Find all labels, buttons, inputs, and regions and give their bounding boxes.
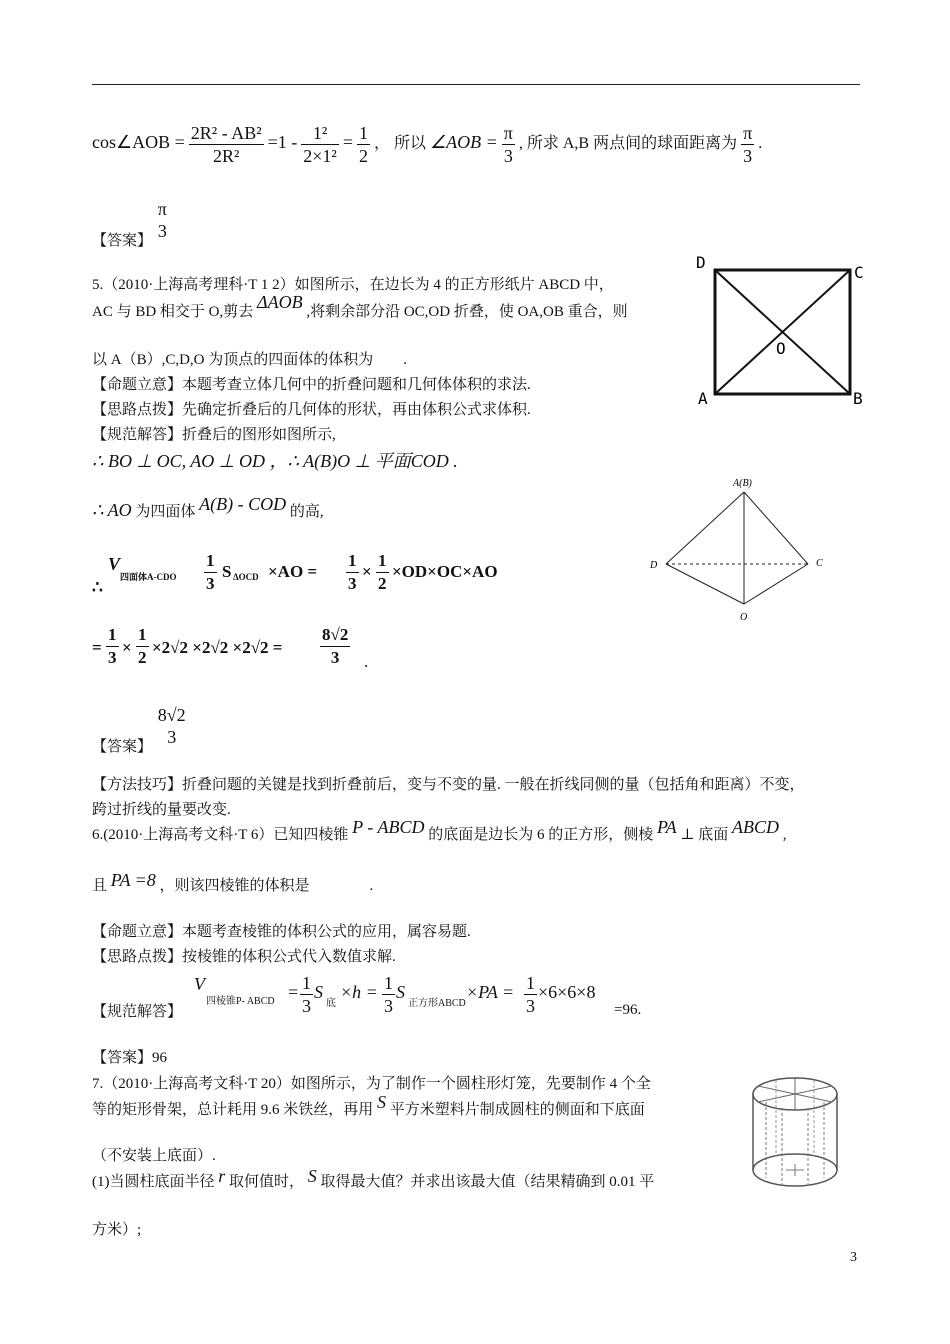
pa-1: PA xyxy=(657,817,677,837)
frac-1: $\frac{\text{2R² - AB²}}{\text{2R²}}$ xyxy=(190,123,262,166)
q5-perp xyxy=(92,447,458,473)
q4-cos-line xyxy=(92,122,762,167)
frac-2: $\frac{\text{1²}}{\text{2×1²}}$ xyxy=(303,123,337,166)
tetra-label-top: A(B) xyxy=(733,478,752,489)
vol-rest3: ×OD×OC×AO xyxy=(392,562,498,581)
q6-line2-b: ，则该四棱锥的体积是 . xyxy=(159,878,374,894)
q7-line4-c: 取得最大值？并求出该最大值（结果精确到 0.01 平 xyxy=(320,1174,655,1190)
page-number: 3 xyxy=(850,1250,857,1265)
q5-fangfa1: 【方法技巧】折叠问题的关键是找到折叠前后，变与不变的量. 一般在折线同侧的量（包括角和距离）不变， xyxy=(92,777,805,793)
eq-2: = xyxy=(342,132,353,153)
one-third-c: $\frac{1}{3}$ xyxy=(108,625,117,667)
period: . xyxy=(758,135,763,153)
vol-rest2: ×AO = xyxy=(268,562,318,581)
q6-answer: 【答案】96 xyxy=(92,1050,168,1066)
q6-line1-a: 6.(2010·上海高考文科·T 6）已知四棱锥 xyxy=(92,827,349,843)
q6-line1 xyxy=(92,817,787,844)
f-pa: ×PA = xyxy=(466,982,515,1002)
f-s2: S xyxy=(396,982,405,1002)
distance-desc: 所求 A,B 两点间的球面距离为 xyxy=(526,135,738,153)
f-v: V xyxy=(194,974,205,994)
q6-line2-a: 且 xyxy=(92,878,108,894)
vol2-frac: $\frac{8√2}{3}$ xyxy=(322,625,349,667)
vol-sub: 四面体A-CDO xyxy=(120,572,177,582)
height-c: A(B) - COD xyxy=(199,494,287,514)
q6-guifan: 【规范解答】 xyxy=(92,1004,183,1020)
f-third-3: $\frac{1}{3}$ xyxy=(526,973,535,1016)
f-s1sub: 底 xyxy=(326,998,336,1009)
answer-label-5: 【答案】 xyxy=(92,739,153,756)
eq-start: = xyxy=(92,638,102,657)
angle-aob: ∠AOB = xyxy=(430,132,498,153)
tetrahedron-figure xyxy=(640,472,840,624)
q7-line4-a: (1)当圆柱底面半径 xyxy=(92,1174,215,1190)
q5-line1: 5.（2010·上海高考理科·T 1 2）如图所示，在边长为 4 的正方形纸片 ABCD 中， xyxy=(92,277,614,293)
perp-2: ，∴ A(B)O ⊥ 平面COD xyxy=(269,451,449,471)
answer-frac-5: 8√2 3 xyxy=(157,705,186,747)
f-s1: S xyxy=(314,982,323,1002)
q7-line5: 方米）; xyxy=(92,1222,142,1238)
therefore: ∴ xyxy=(92,578,103,597)
f-third-1: $\frac{1}{3}$ xyxy=(302,973,311,1016)
frac-pi: $\frac{\pi}{3}$ xyxy=(503,123,513,166)
q7-line4-b: 取何值时， xyxy=(229,1174,305,1190)
q5-height xyxy=(92,494,324,521)
label-c: C xyxy=(854,263,864,282)
q5-line2 xyxy=(92,292,628,321)
frac-pi-ans: $\frac{\pi}{3}$ xyxy=(743,123,753,166)
perp-end: . xyxy=(453,451,458,471)
one-third: $\frac{1}{3}$ xyxy=(206,551,215,593)
cylinder-lantern-figure xyxy=(746,1072,844,1192)
q7-line2 xyxy=(92,1092,645,1119)
height-d: 的高, xyxy=(289,504,324,520)
label-o: O xyxy=(776,339,786,358)
f-h: ×h = xyxy=(340,982,378,1002)
label-a: A xyxy=(698,389,708,408)
q5-guifan: 【规范解答】折叠后的图形如图所示, xyxy=(92,427,336,443)
abcd-1: ABCD xyxy=(732,817,780,837)
r-var: r xyxy=(218,1166,226,1186)
pyramid-name: P - ABCD xyxy=(352,817,425,837)
suoyi-text: ， 所以 xyxy=(373,135,426,153)
times-2: × xyxy=(122,638,132,657)
tetra-label-d: D xyxy=(650,560,658,571)
f-third-2: $\frac{1}{3}$ xyxy=(384,973,393,1016)
q6-line2 xyxy=(92,870,374,895)
q7-line1: 7.（2010·上海高考文科·T 20）如图所示，为了制作一个圆柱形灯笼，先要制作 4 个全 xyxy=(92,1076,651,1092)
height-b: 为四面体 xyxy=(135,504,196,520)
q5-mingti: 【命题立意】本题考查立体几何中的折叠问题和几何体体积的求法. xyxy=(92,377,531,393)
label-d: D xyxy=(696,253,706,272)
s-var-2: S xyxy=(307,1166,317,1186)
q6-line1-b: 的底面是边长为 6 的正方形，侧棱 xyxy=(428,827,654,843)
triangle-aob: ΔAOB xyxy=(257,292,303,312)
q6-line1-d: , xyxy=(782,827,787,843)
period-2: . xyxy=(364,652,369,671)
vol-v: V xyxy=(108,554,121,574)
height-a: ∴ AO xyxy=(92,500,132,520)
cos-prefix: cos∠AOB = xyxy=(92,132,185,153)
frac-3: $\frac{1}{2}$ xyxy=(358,123,368,166)
answer-frac: π 3 xyxy=(157,199,167,241)
f-eq1: = xyxy=(288,982,299,1002)
s-var-1: S xyxy=(377,1092,387,1112)
f-result: =96. xyxy=(614,1002,642,1018)
square-figure xyxy=(690,250,870,410)
one-half-b: $\frac{1}{2}$ xyxy=(138,625,147,667)
q5-answer xyxy=(92,704,188,756)
q6-silu: 【思路点拨】按棱锥的体积公式代入数值求解. xyxy=(92,949,396,965)
q5-line2-a: AC 与 BD 相交于 O,剪去 xyxy=(92,304,254,320)
times: × xyxy=(362,562,372,581)
label-b: B xyxy=(853,389,863,408)
tetra-label-o: O xyxy=(740,612,748,623)
one-half: $\frac{1}{2}$ xyxy=(378,551,387,593)
f-end: ×6×6×8 xyxy=(538,982,596,1002)
q6-line1-c: ⊥ 底面 xyxy=(680,827,729,843)
vol-ssub: ΔOCD xyxy=(233,572,259,582)
pa-eq: PA =8 xyxy=(110,870,156,890)
q7-line3: （不安装上底面）. xyxy=(92,1148,216,1164)
f-s2sub: 正方形ABCD xyxy=(408,998,466,1009)
q7-line2-a: 等的矩形骨架，总计耗用 9.6 米铁丝，再用 xyxy=(92,1102,374,1118)
f-sub: 四棱锥P- ABCD xyxy=(206,996,275,1007)
q5-silu: 【思路点拨】先确定折叠后的几何体的形状，再由体积公式求体积. xyxy=(92,402,531,418)
perp-1: ∴ BO ⊥ OC, AO ⊥ OD xyxy=(92,451,265,471)
vol2-rest: ×2√2 ×2√2 ×2√2 = xyxy=(152,638,283,657)
q7-line2-b: 平方米塑料片制成圆柱的侧面和下底面 xyxy=(389,1102,645,1118)
q7-line4 xyxy=(92,1166,655,1191)
q5-fangfa2: 跨过折线的量要改变. xyxy=(92,802,231,818)
answer-label: 【答案】 xyxy=(92,233,153,250)
one-third-b: $\frac{1}{3}$ xyxy=(348,551,357,593)
tetra-label-c: C xyxy=(816,558,823,569)
q6-mingti: 【命题立意】本题考查棱锥的体积公式的应用，属容易题. xyxy=(92,924,471,940)
q5-line3: 以 A（B）,C,D,O 为顶点的四面体的体积为 . xyxy=(92,352,408,368)
header-rule xyxy=(92,84,860,85)
eq-1: =1 - xyxy=(267,132,298,153)
comma: , xyxy=(518,135,523,153)
q5-line2-b: ,将剩余部分沿 OC,OD 折叠，使 OA,OB 重合，则 xyxy=(306,304,628,320)
q4-answer xyxy=(92,198,169,250)
